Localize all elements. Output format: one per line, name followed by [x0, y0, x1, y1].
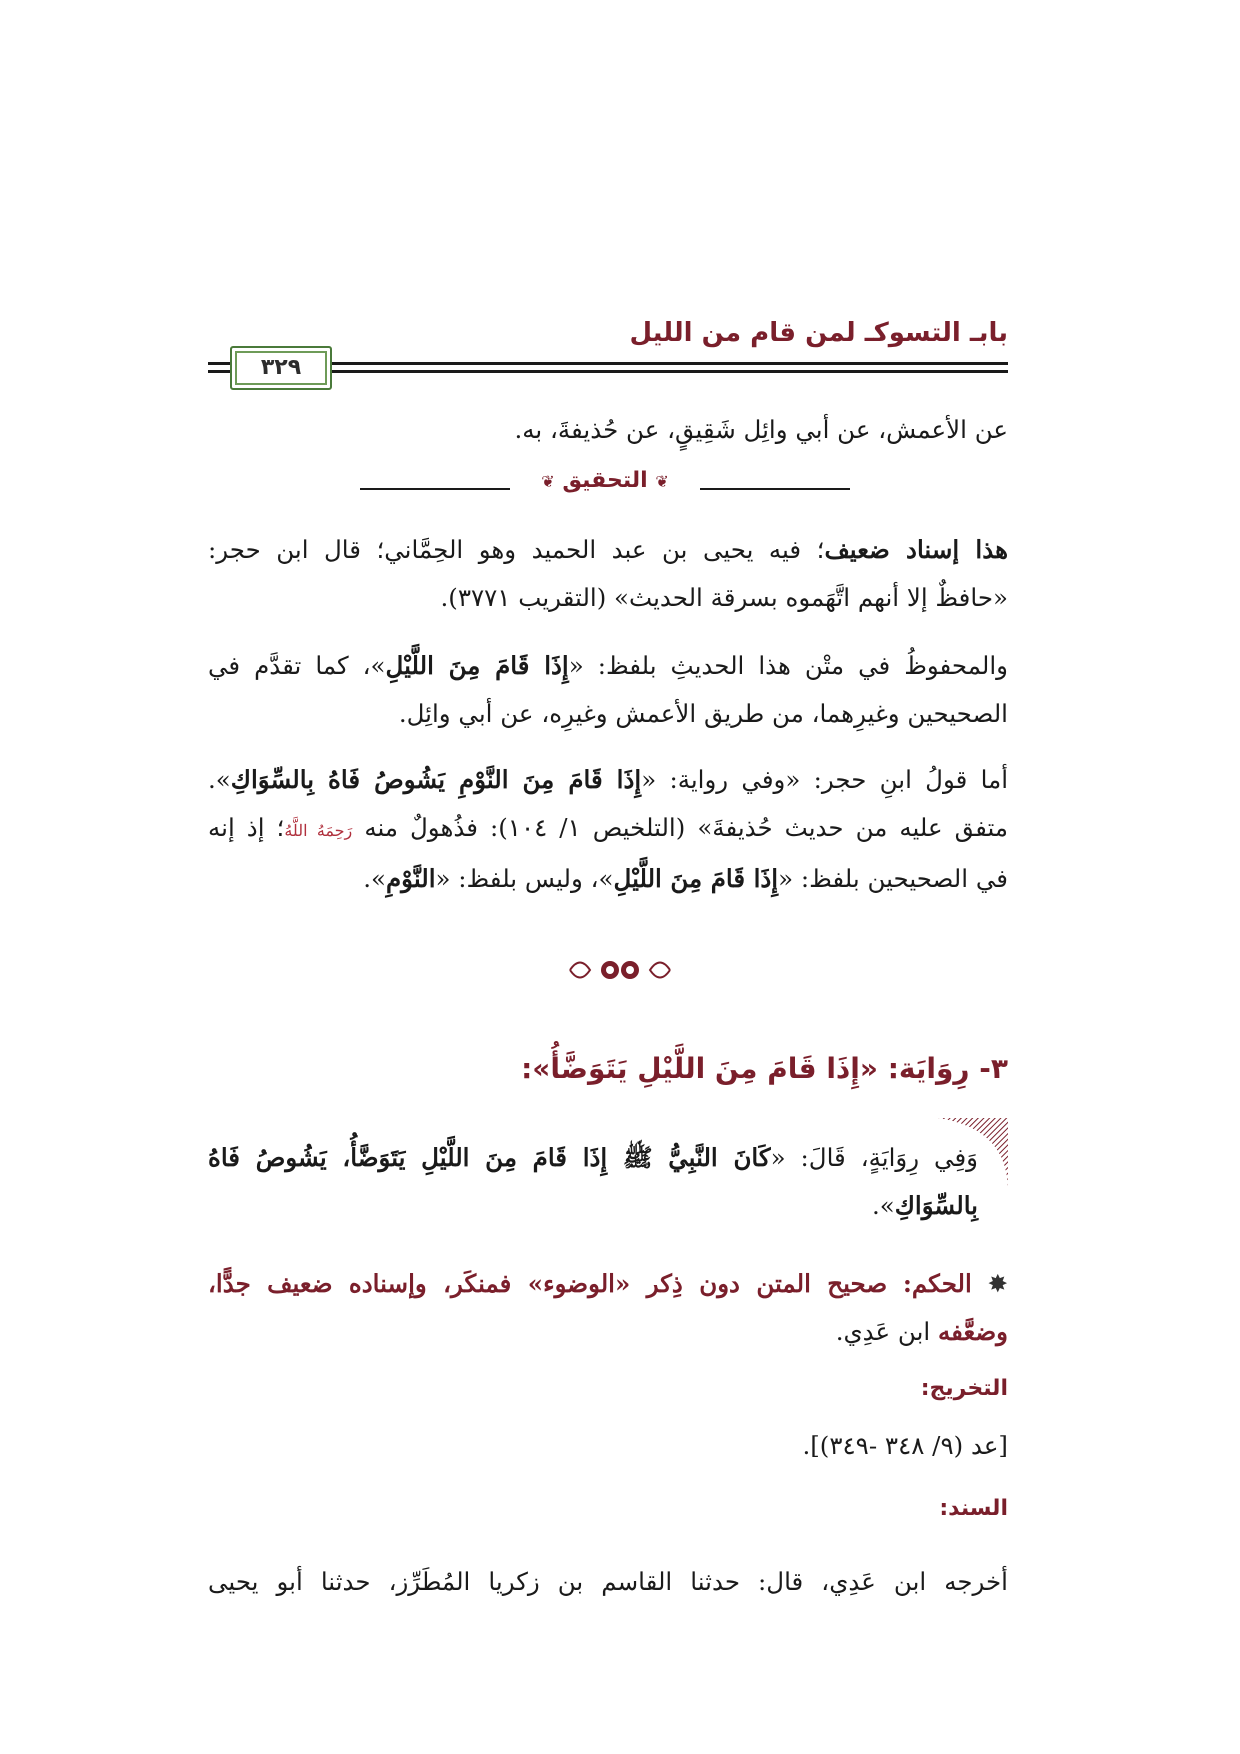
narration-quote-end: بِالسِّوَاكِ [894, 1191, 978, 1220]
sanad-paragraph [208, 1558, 1008, 1606]
ruling-source: ابن عَدِي. [835, 1317, 931, 1346]
ornament-right-icon: ❦ [541, 472, 555, 491]
p3-text-c: متفق عليه من حديث حُذيفةَ» (التلخيص ١/ ١٠٤): فذُهولٌ منه [364, 813, 1008, 842]
chapter-title: بابـ التسوكـ لمن قام من الليل [629, 318, 1008, 348]
p2-text-b: »، كما تقدَّم في [208, 651, 386, 680]
hadith-quote: النَّوْمِ [386, 864, 436, 893]
p3-text-e: في الصحيحين بلفظ: « [778, 864, 1008, 893]
p3-line-1 [208, 756, 1008, 804]
narration-text-a: وَفِي رِوَايَةٍ، قَالَ: « [770, 1143, 978, 1172]
takhrij-text: [عد (٩/ ٣٤٨ -٣٤٩)]. [802, 1431, 1008, 1460]
tahqiq-label: التحقيق [562, 468, 648, 493]
sanad-text: أخرجه ابن عَدِي، قال: حدثنا القاسم بن زكريا المُطَرِّز، حدثنا أبو يحيى [208, 1567, 1008, 1596]
ruling-paragraph [208, 1260, 1008, 1356]
takhrij-heading: التخريج: [920, 1376, 1008, 1401]
hadith-quote: إِذَا قَامَ مِنَ اللَّيْلِ [613, 864, 779, 893]
p2-line-1 [208, 642, 1008, 690]
narration-paragraph [208, 1134, 978, 1230]
ruling-text: صحيح المتن دون ذِكر «الوضوء» فمنكَر، وإسناده ضعيف جدًّا، [208, 1269, 888, 1298]
page-number: ٣٢٩ [260, 355, 302, 380]
section-title: ٣- رِوَايَة: «إِذَا قَامَ مِنَ اللَّيْلِ يَتَوَضَّأُ»: [521, 1052, 1008, 1085]
divider-line-right [700, 488, 850, 490]
section-ornament-icon [560, 950, 680, 990]
hadith-quote: إِذَا قَامَ مِنَ النَّوْمِ يَشُوصُ فَاهُ بِالسِّوَاكِ [230, 765, 642, 794]
intro-paragraph [208, 406, 1008, 454]
sanad-heading: السند: [939, 1496, 1008, 1521]
tahqiq-paragraph-1 [208, 526, 1008, 622]
divider-line-left [360, 488, 510, 490]
p3-text-d: ؛ إذ إنه [208, 813, 285, 842]
p3-text-g: ». [363, 864, 387, 893]
narration-text-b: ». [871, 1191, 895, 1220]
p1-line-1 [208, 526, 1008, 574]
p2-line-2: الصحيحين وغيرِهما، من طريق الأعمش وغيرِه، عن أبي وائِل. [398, 699, 1008, 728]
narration-line-2 [208, 1182, 978, 1230]
p3-text-b: ». [208, 765, 231, 794]
p3-line-3 [208, 855, 1008, 903]
intro-line: عن الأعمش، عن أبي وائِل شَقِيقٍ، عن حُذيفةَ، به. [514, 415, 1008, 444]
p2-text-a: والمحفوظُ في متْن هذا الحديثِ بلفظ: « [568, 651, 1008, 680]
page-header [208, 318, 1008, 388]
p1-line-1-text: ؛ فيه يحيى بن عبد الحميد وهو الحِمَّاني؛ قال ابن حجر: [208, 535, 825, 564]
p3-text-f: »، وليس بلفظ: « [435, 864, 614, 893]
ruling-star-icon: ✸ [987, 1269, 1008, 1298]
weak-chain-label: هذا إسناد ضعيف [824, 535, 1008, 564]
page-number-badge [230, 346, 332, 390]
takhrij-paragraph [208, 1422, 1008, 1470]
p1-line-2: «حافظٌ إلا أنهم اتَّهَموه بسرقة الحديث» (التقريب ٣٧٧١). [440, 583, 1008, 612]
tahqiq-paragraph-2 [208, 642, 1008, 738]
ruling-line-2 [208, 1308, 1008, 1356]
ruling-line-1 [208, 1260, 1008, 1308]
ruling-label: الحكم: [902, 1269, 972, 1298]
hadith-quote: إِذَا قَامَ مِنَ اللَّيْلِ [385, 651, 569, 680]
narration-quote: كَانَ النَّبِيُّ ﷺ إِذَا قَامَ مِنَ اللَّيْلِ يَتَوَضَّأُ، يَشُوصُ فَاهُ [208, 1143, 771, 1172]
ruling-weakened-label: وضعَّفه [938, 1317, 1008, 1346]
honorific-glyph: رَحِمَهُ اللَّهُ [284, 821, 353, 840]
p3-text-a: أما قولُ ابنِ حجر: «وفي رواية: « [641, 765, 1008, 794]
narration-line-1 [208, 1134, 978, 1182]
tahqiq-divider [360, 468, 850, 508]
tahqiq-heading [531, 468, 678, 493]
p3-line-2 [208, 804, 1008, 855]
ornament-left-icon: ❦ [655, 472, 669, 491]
tahqiq-paragraph-3 [208, 756, 1008, 903]
